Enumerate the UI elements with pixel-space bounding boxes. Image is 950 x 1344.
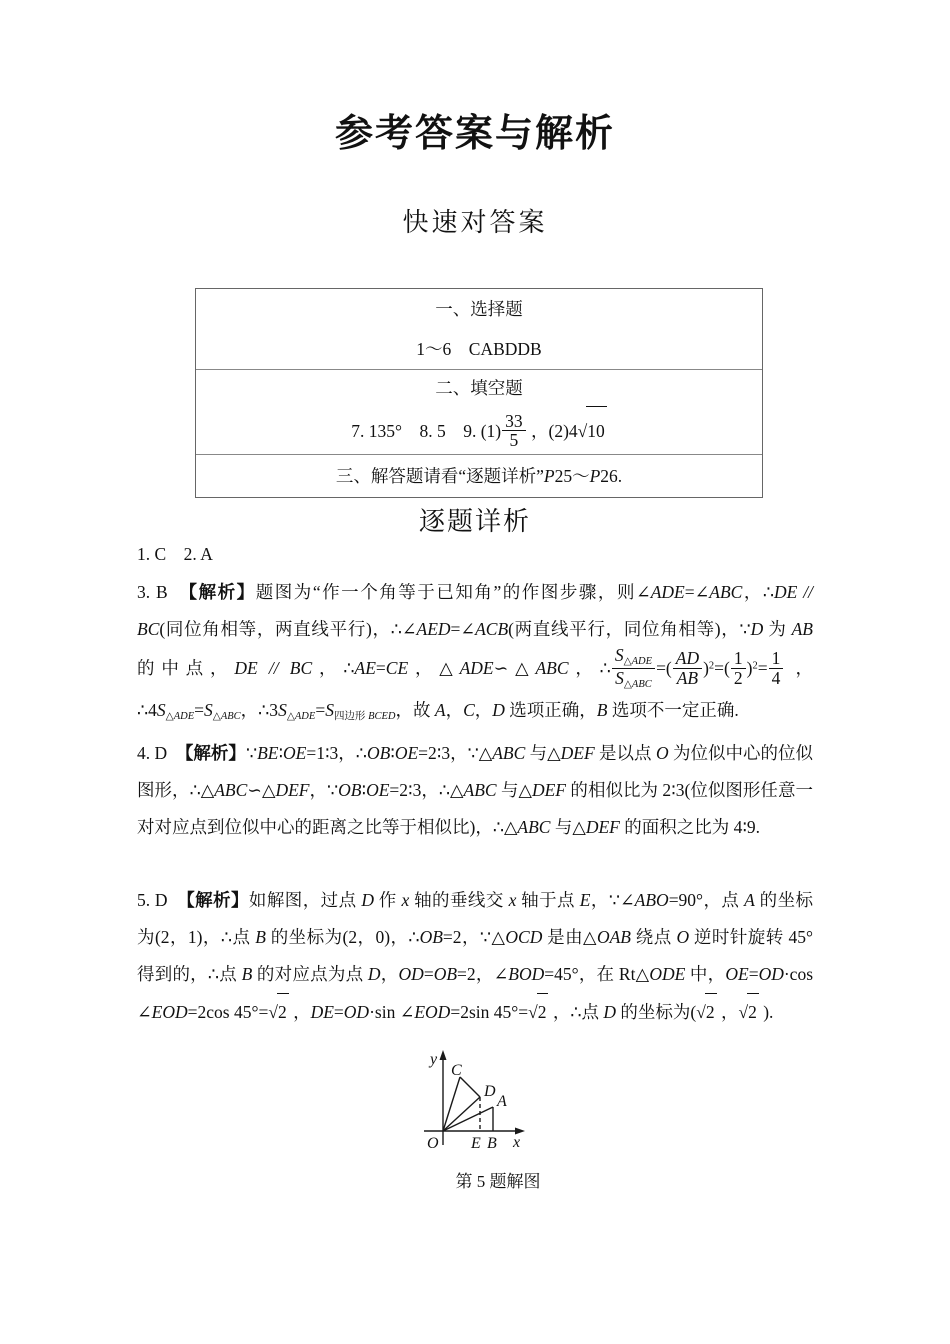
- quick-answer-table: [195, 288, 763, 498]
- q5-coordinate-figure: [400, 1048, 540, 1154]
- table-row-fill-in-questions: [196, 370, 762, 455]
- point-label-b: B: [487, 1135, 497, 1152]
- solution-paragraph-q5: 5. D 【解析】如解图，过点 D 作 x 轴的垂线交 x 轴于点 E，∵∠ABO=90°，点 A 的坐标为(2，1)，∴点 B 的坐标为(2，0)，∴OB=2，∵△OCD 是由△OAB 绕点 O 逆时针旋转 45°得到的，∴点 B 的对应点为点 D，OD=OB=2，∠BOD=45°，在 Rt△ODE 中，OE=OD·cos ∠EOD=2cos 45°=√2 ，DE=OD·sin ∠EOD=2sin 45°=√2 ，∴点 D 的坐标为(√2 ，√2 ).: [137, 882, 813, 1031]
- quick-answers-heading: 快速对答案: [402, 207, 548, 237]
- page-title: 参考答案与解析: [334, 113, 615, 155]
- answers-1-2-line: 1. C 2. A: [137, 544, 213, 564]
- point-label-a: A: [497, 1093, 507, 1110]
- table-row-choice-questions: [196, 289, 762, 370]
- solution-paragraph-q3: 3. B 【解析】题图为“作一个角等于已知角”的作图步骤，则∠ADE=∠ABC，∴DE // BC(同位角相等，两直线平行)，∴∠AED=∠ACB(两直线平行，同位角相等)，∵D 为 AB 的中点，DE // BC，∴AE=CE，△ADE∽△ABC，∴ $\frac{\text{S△ADE}}{\text{S△ABC}}$ =( $\frac{AD}{AB}$ )$^2$=( $\frac{1}{2}$ )$^2$= $\frac{1}{4}$ ，∴4S△ADE=S△ABC，∴3S△ADE=S四边形 BCED，故 A，C，D 选项正确，B 选项不一定正确.: [137, 582, 814, 723]
- segment-OA: [443, 1107, 493, 1131]
- x-axis-label: x: [513, 1134, 521, 1151]
- point-label-e: E: [471, 1135, 481, 1152]
- figure-caption: 第 5 题解图: [455, 1172, 541, 1191]
- y-axis-label: y: [430, 1051, 438, 1068]
- origin-label: O: [427, 1135, 439, 1152]
- point-label-d: D: [484, 1083, 496, 1100]
- y-axis-arrow: [440, 1050, 447, 1060]
- segment-CD: [460, 1077, 480, 1097]
- solution-paragraph-q4: 4. D 【解析】∵BE∶OE=1∶3，∴OB∶OE=2∶3，∵△ABC 与△DEF 是以点 O 为位似中心的位似图形，∴△ABC∽△DEF，∵OB∶OE=2∶3，∴△ABC 与△DEF 的相似比为 2∶3(位似图形任意一对对应点到位似中心的距离之比等于相似比)，∴△ABC 与△DEF 的面积之比为 4∶9.: [137, 743, 814, 837]
- section-label-choice: 一、选择题: [435, 299, 523, 319]
- solution-note-line: 三、解答题请看“逐题详析”P25～P26.: [335, 466, 623, 486]
- point-label-c: C: [451, 1062, 462, 1079]
- table-row-solution-note: [196, 455, 762, 497]
- fill-in-answers-line: 7. 135° 8. 5 9. (1) $\frac{33}{5}$ ，(2)4√10: [196, 406, 762, 454]
- detailed-analysis-heading: 逐题详析: [418, 506, 531, 536]
- section-label-fill-in: 二、填空题: [435, 378, 523, 398]
- choice-answers-line: 1～6 CABDDB: [416, 339, 542, 359]
